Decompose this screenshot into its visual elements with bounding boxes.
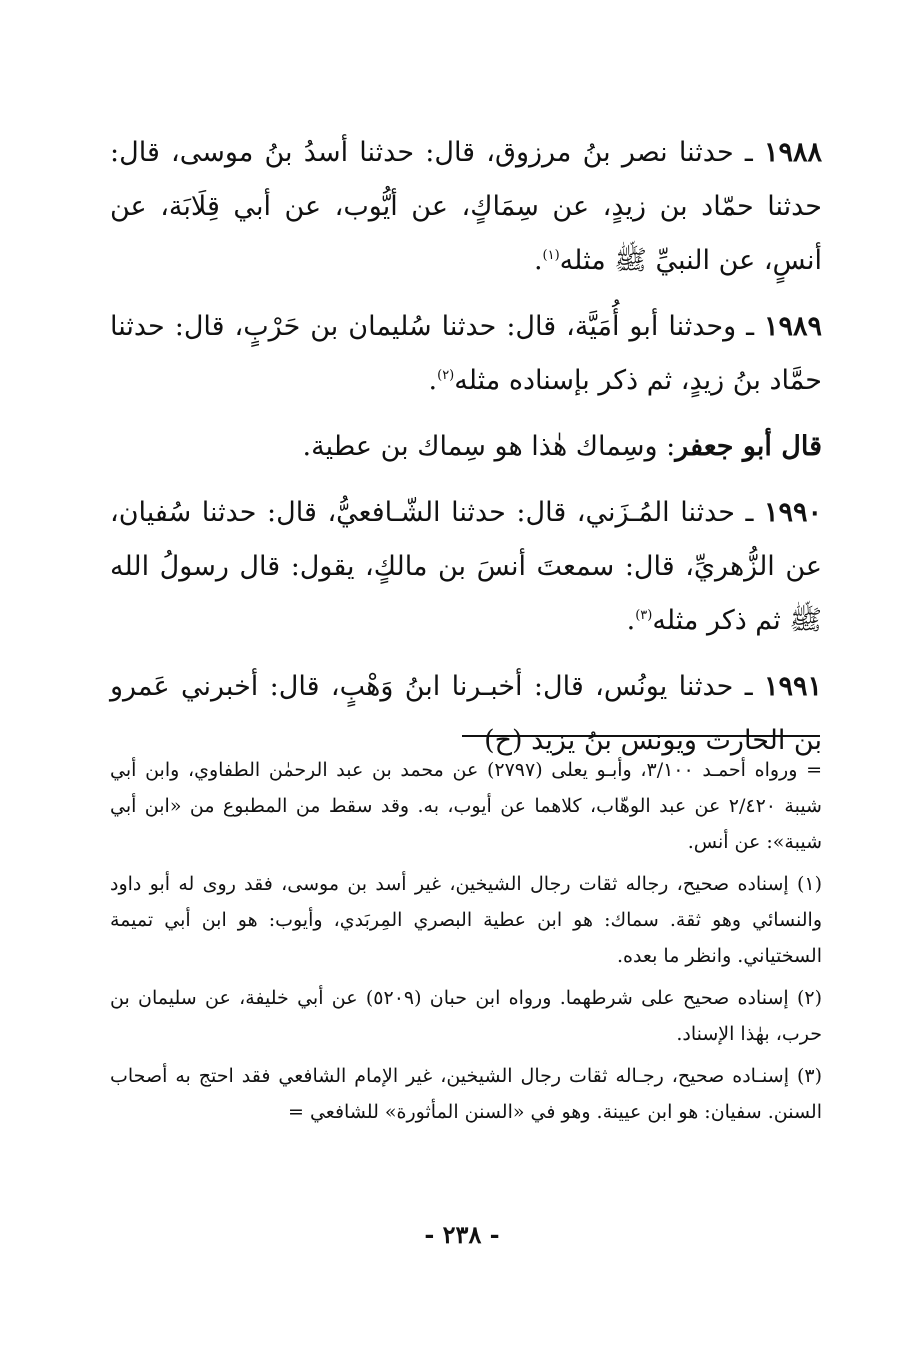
footnote-ref: (٢) [437,368,455,383]
hadith-end: . [626,605,636,636]
hadith-number: ١٩٩٠ [763,497,822,528]
footnotes [110,752,822,1136]
hadith-number: ١٩٨٩ [763,311,822,342]
footnote-ref: (٣) [635,608,653,623]
main-text [110,126,822,780]
hadith-end: . [428,365,438,396]
hadith-1988 [110,126,822,288]
footnote-1: (١) إسناده صحيح، رجاله ثقات رجال الشيخين، غير أسد بن موسى، فقد روى له أبو داود والنسائي وهو ثقة. سماك: هو ابن عطية البصري المِربَدي، وأيوب: هو ابن أبي تميمة السختياني. وانظر ما بعده. [110,873,822,967]
hadith-1990 [110,486,822,648]
hadith-number: ١٩٨٨ [763,137,822,168]
hadith-text: ـ حدثنا يونُس، قال: أخبـرنا ابنُ وَهْبٍ، قال: أخبرني عَمرو بن الحارث ويونس بنُ يزيد (ح) [110,671,822,756]
hadith-text: ـ وحدثنا أبو أُمَيَّة، قال: حدثنا سُليمان بن حَرْبٍ، قال: حدثنا حمَّاد بنُ زيدٍ، ثم ذكر بإسناده مثله [110,311,822,396]
footnote-3: (٣) إسنـاده صحيح، رجـاله ثقات رجال الشيخين، غير الإمام الشافعي فقد احتج به أصحاب السنن. سفيان: هو ابن عيينة. وهو في «السنن المأثورة» للشافعي = [110,1065,822,1123]
hadith-end: . [533,245,543,276]
hadith-text: ـ حدثنا نصر بنُ مرزوق، قال: حدثنا أسدُ بنُ موسى، قال: حدثنا حمّاد بن زيدٍ، عن سِمَاكٍ، عن أيُّوب، عن أبي قِلَابَة، عن أنسٍ، عن النبيِّ ﷺ مثله [110,137,822,276]
hadith-text: ـ حدثنا المُـزَني، قال: حدثنا الشّـافعيُّ، قال: حدثنا سُفيان، عن الزُّهريِّ، قال: سمعتَ أنسَ بن مالكٍ، يقول: قال رسولُ الله ﷺ ثم ذكر مثله [110,497,822,636]
comment-text: : وسِماك هٰذا هو سِماك بن عطية. [302,431,676,462]
hadith-number: ١٩٩١ [763,671,822,702]
footnote-continuation: = ورواه أحمـد ٣/١٠٠، وأبـو يعلى (٢٧٩٧) عن محمد بن عبد الرحمٰن الطفاوي، وابن أبي شيبة ٢/٤٢٠ عن عبد الوهّاب، كلاهما عن أيوب، به. وقد سقط من المطبوع من «ابن أبي شيبة»: عن أنس. [110,759,822,853]
footnote-ref: (١) [542,248,560,263]
hadith-1989 [110,300,822,408]
comment-label: قال أبو جعفر [675,431,822,462]
page-number: - ٢٣٨ - [424,1220,500,1249]
footnote-2: (٢) إسناده صحيح على شرطهما. ورواه ابن حبان (٥٢٠٩) عن أبي خليفة، عن سليمان بن حرب، بهٰذا الإسناد. [110,987,822,1045]
abu-jafar-comment [110,420,822,474]
footnote-divider [462,735,820,737]
